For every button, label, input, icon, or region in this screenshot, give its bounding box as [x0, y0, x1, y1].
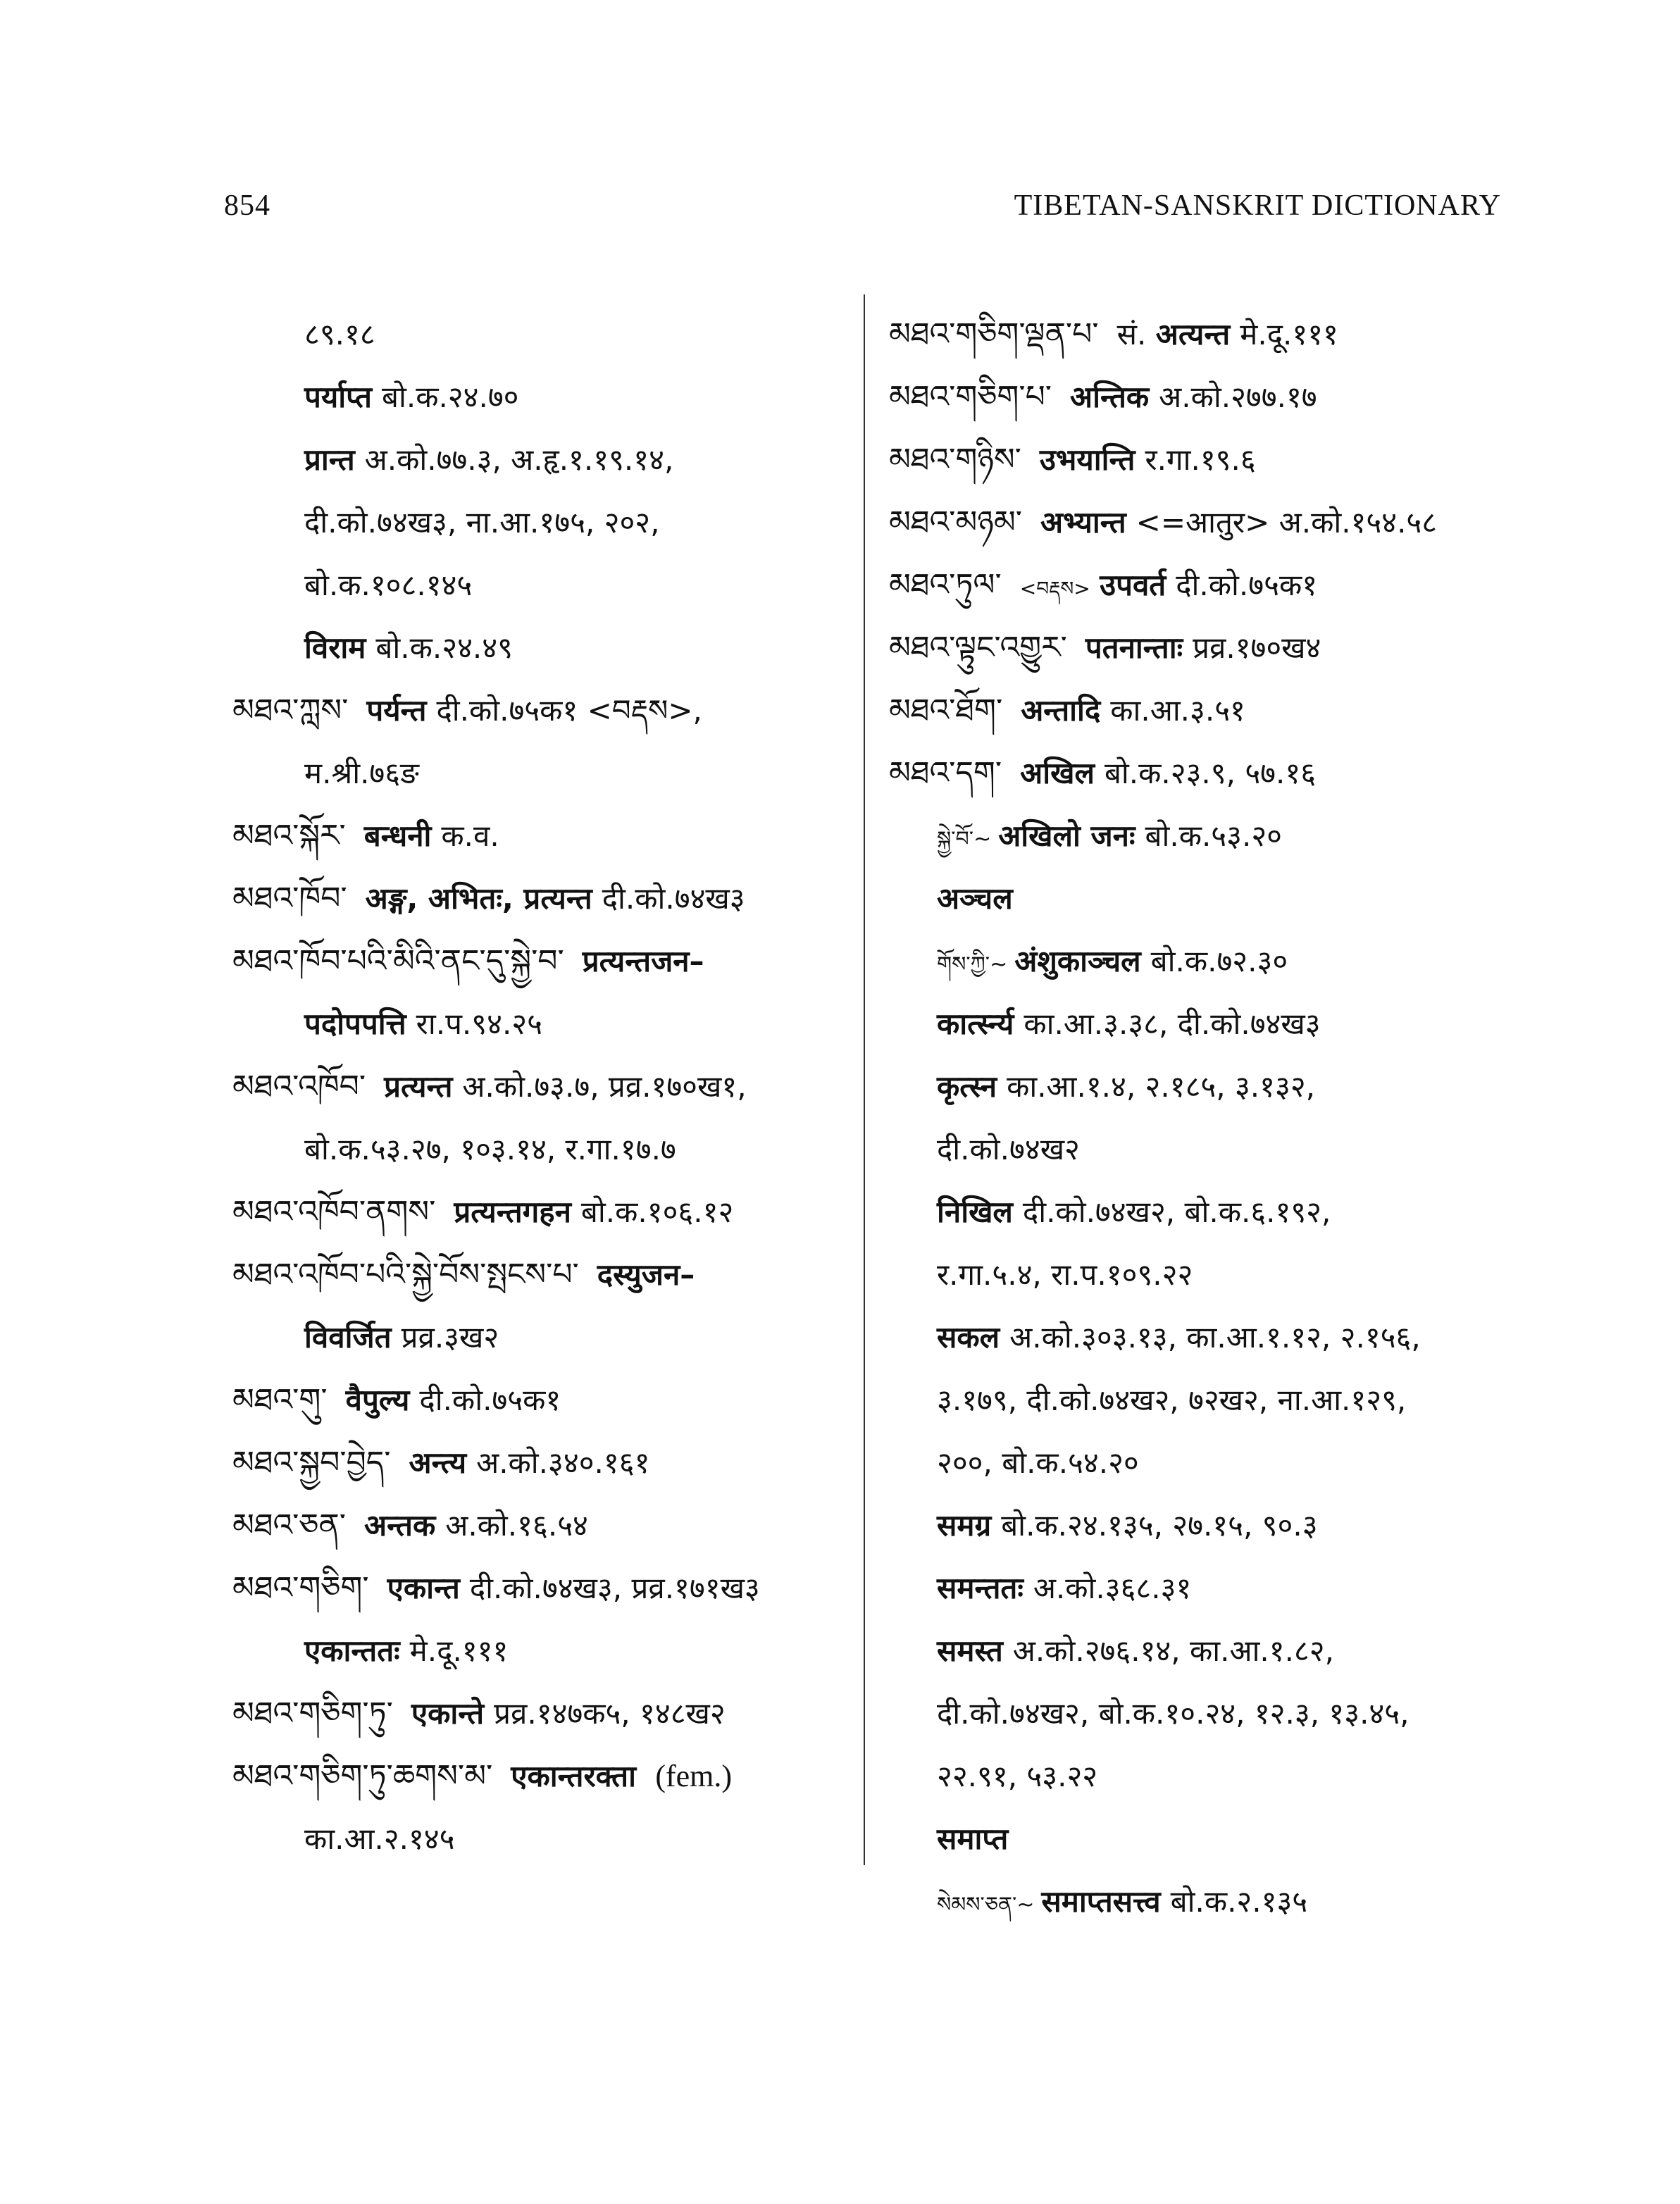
sanskrit-equivalent: विराम [304, 630, 366, 665]
entry-line [889, 1369, 1509, 1431]
sanskrit-equivalent: समस्त [937, 1633, 1003, 1668]
entry-line [232, 1619, 852, 1682]
entry-line [889, 491, 1509, 554]
entry-line [889, 867, 1509, 930]
reference: का.आ.३.३८, दी.को.७४ख३ [1023, 1007, 1321, 1041]
sanskrit-equivalent: पतनान्ताः [1085, 630, 1183, 665]
reference: प्रव्र.१७०ख४ [1193, 630, 1321, 665]
reference: अ.को.२७७.१७ [1159, 380, 1317, 414]
reference: २००, बो.क.५४.२० [937, 1445, 1139, 1480]
entry-line [889, 303, 1509, 366]
source-tag: <བརྡས> [1019, 577, 1090, 600]
sanskrit-equivalent: समग्र [937, 1508, 992, 1543]
entry-line [889, 554, 1509, 616]
entry-line [232, 679, 852, 742]
tibetan-headword: མཐའ་གཅིག་ཏུ་ [232, 1695, 393, 1731]
entry-line [232, 742, 852, 804]
sanskrit-equivalent: अन्तक [364, 1508, 436, 1543]
reference: रा.प.९४.२५ [416, 1007, 542, 1041]
entry-line [232, 1807, 852, 1870]
entry-line [889, 1494, 1509, 1557]
entry-line [232, 992, 852, 1055]
reference: अ.को.३६८.३१ [1033, 1571, 1192, 1605]
tibetan-headword: མཐའ་ཐོག་ [889, 692, 1003, 728]
reference: अ.को.१६.५४ [445, 1508, 588, 1543]
entry-line [232, 1369, 852, 1431]
tibetan-headword: མཐའ་གཅིག་པ་ [889, 379, 1052, 415]
gender-note: (fem.) [655, 1759, 733, 1793]
entry-line [889, 804, 1509, 867]
reference: सं. [1116, 317, 1147, 351]
sanskrit-equivalent: अन्त्य [409, 1445, 467, 1480]
reference: बो.क.१०८.१४५ [304, 568, 473, 602]
sanskrit-equivalent: प्रत्यन्तगहन [454, 1195, 571, 1229]
entry-line [232, 1118, 852, 1181]
reference: बो.क.२.१३५ [1170, 1884, 1308, 1919]
reference: ८९.१८ [304, 317, 375, 351]
sanskrit-equivalent: अखिलो जनः [998, 818, 1135, 853]
sanskrit-equivalent: प्रत्यन्तजन– [582, 944, 704, 978]
reference: दी.को.७५क१ <བརྡས>, [436, 693, 702, 728]
entry-line [232, 804, 852, 867]
entry-line [889, 1682, 1509, 1745]
tibetan-headword: མཐའ་སྐོར་ [232, 818, 346, 854]
entry-line [889, 1870, 1509, 1933]
entry-line [232, 1431, 852, 1494]
reference: दी.को.७४ख२, बो.क.६.१९२, [1022, 1195, 1331, 1229]
entry-line [889, 679, 1509, 742]
sanskrit-equivalent: एकान्ततः [304, 1633, 400, 1668]
sanskrit-equivalent: पदोपपत्ति [304, 1007, 406, 1041]
reference: दी.को.७४ख२, बो.क.१०.२४, १२.३, १३.४५, [937, 1696, 1410, 1731]
entry-line [232, 1243, 852, 1306]
entry-line [232, 616, 852, 679]
entry-line [232, 554, 852, 616]
entry-line [232, 1682, 852, 1745]
sanskrit-equivalent: अंशुकाञ्चल [1014, 944, 1141, 978]
reference: अ.को.२७६.१४, का.आ.१.८२, [1012, 1633, 1334, 1668]
reference: बो.क.२४.१३५, २७.१५, ९०.३ [1001, 1508, 1318, 1543]
entry-line [889, 1807, 1509, 1870]
reference: ३.१७९, दी.को.७४ख२, ७२ख२, ना.आ.१२९, [937, 1383, 1407, 1417]
entry-line [232, 1306, 852, 1369]
sanskrit-equivalent: समाप्त [937, 1822, 1009, 1856]
entry-line [232, 491, 852, 554]
reference: बो.क.२३.९, ५७.१६ [1104, 756, 1317, 790]
tibetan-headword: མཐའ་འཁོབ་ནགས་ [232, 1194, 436, 1230]
sanskrit-equivalent: समाप्तसत्त्व [1041, 1884, 1161, 1919]
reference: बो.क.७२.३० [1150, 944, 1288, 978]
entry-line [889, 992, 1509, 1055]
sanskrit-equivalent: कृत्स्न [937, 1069, 997, 1104]
entry-line [232, 303, 852, 366]
tibetan-headword: མཐའ་དག་ [889, 755, 1002, 791]
sanskrit-equivalent: कार्त्स्न्य [937, 1007, 1014, 1041]
tibetan-headword: མཐའ་གུ་ [232, 1382, 328, 1418]
entry-line [889, 1118, 1509, 1181]
reference: प्रव्र.३ख२ [401, 1320, 499, 1355]
tibetan-headword: མཐའ་ལྟུང་འགྱུར་ [889, 630, 1067, 666]
sanskrit-equivalent: अञ्चल [937, 881, 1013, 916]
reference: दी.को.७४ख२ [937, 1132, 1080, 1166]
entry-line [889, 1619, 1509, 1682]
entry-line [232, 1494, 852, 1557]
reference: <=आतुर> अ.को.१५४.५८ [1135, 505, 1438, 540]
entry-line [889, 366, 1509, 428]
sanskrit-equivalent: प्रत्यन्त [384, 1069, 453, 1104]
tibetan-headword: མཐའ་སྐྱབ་བྱེད་ [232, 1445, 391, 1481]
entry-line [889, 1745, 1509, 1807]
reference: दी.को.७५क१ [419, 1383, 561, 1417]
sanskrit-equivalent: एकान्ते [411, 1696, 485, 1731]
reference: का.आ.३.५१ [1110, 693, 1245, 728]
sanskrit-equivalent: अभ्यान्त [1040, 505, 1126, 540]
reference: का.आ.२.१४५ [304, 1822, 455, 1856]
entry-line [889, 1557, 1509, 1619]
entry-line [232, 1745, 852, 1807]
sanskrit-equivalent: अन्तादि [1021, 693, 1101, 728]
reference: दी.को.७५क१ [1176, 568, 1318, 602]
entry-line [889, 616, 1509, 679]
entry-line [889, 1431, 1509, 1494]
left-column [232, 303, 852, 1870]
entry-line [232, 1055, 852, 1118]
sanskrit-equivalent: सकल [937, 1320, 1000, 1355]
tibetan-headword: མཐའ་ཅན་ [232, 1507, 346, 1543]
sanskrit-equivalent: अखिल [1020, 756, 1095, 790]
sanskrit-equivalent: वैपुल्य [345, 1383, 410, 1417]
reference: अ.को.७७.३, अ.हृ.१.१९.१४, [364, 442, 674, 477]
entry-line [889, 1243, 1509, 1306]
tibetan-headword: མཐའ་ཏུལ་ [889, 567, 1002, 603]
reference: बो.क.५३.२० [1145, 818, 1283, 853]
tibetan-headword: མཐའ་གཉིས་ [889, 442, 1021, 478]
tibetan-headword: མཐའ་ཁོབ་པའི་མིའི་ནང་དུ་སྐྱེ་བ་ [232, 943, 564, 979]
tibetan-headword: མཐའ་ཀླས་ [232, 692, 349, 728]
sanskrit-equivalent: एकान्त [387, 1571, 460, 1605]
reference: दी.को.७४ख३ [602, 881, 745, 916]
entry-line [889, 1181, 1509, 1243]
reference: बो.क.२४.७० [381, 380, 519, 414]
entry-line [232, 1181, 852, 1243]
sanskrit-equivalent: अत्यन्त [1155, 317, 1231, 351]
entry-line [889, 428, 1509, 491]
tibetan-headword: མཐའ་གཅིག་ཏུ་ཆགས་མ་ [232, 1758, 493, 1794]
reference: मे.दू.१११ [409, 1633, 509, 1668]
sanskrit-equivalent: समन्ततः [937, 1571, 1023, 1605]
right-column [889, 303, 1509, 1933]
column-divider [864, 294, 865, 1865]
sanskrit-equivalent: पर्याप्त [304, 380, 372, 414]
tibetan-headword: མཐའ་གཅིག་ལྡན་པ་ [889, 316, 1099, 352]
tibetan-headword: མཐའ་ཁོབ་ [232, 880, 347, 916]
reference: अ.को.३४०.१६१ [476, 1445, 650, 1480]
sanskrit-equivalent: दस्युजन– [597, 1257, 695, 1292]
entry-line [232, 1557, 852, 1619]
tibetan-subentry: སེམས་ཅན་~ [937, 1893, 1035, 1917]
page-number: 854 [224, 189, 270, 222]
reference: मे.दू.१११ [1240, 317, 1338, 351]
entry-line [889, 1306, 1509, 1369]
reference: अ.को.७३.७, प्रव्र.१७०ख१, [462, 1069, 747, 1104]
sanskrit-equivalent: प्रान्त [304, 442, 355, 477]
reference: बो.क.१०६.१२ [580, 1195, 734, 1229]
running-head: TIBETAN-SANSKRIT DICTIONARY [1014, 189, 1501, 222]
sanskrit-equivalent: विवर्जित [304, 1320, 392, 1355]
entry-line [232, 366, 852, 428]
reference: दी.को.७४ख३, प्रव्र.१७१ख३ [469, 1571, 760, 1605]
reference: म.श्री.७६ङ [304, 756, 419, 790]
tibetan-headword: མཐའ་གཅིག་ [232, 1570, 369, 1606]
sanskrit-equivalent: बन्धनी [363, 818, 432, 853]
reference: बो.क.५३.२७, १०३.१४, र.गा.१७.७ [304, 1132, 676, 1166]
reference: दी.को.७४ख३, ना.आ.१७५, २०२, [304, 505, 660, 540]
tibetan-headword: མཐའ་མཉམ་ [889, 504, 1022, 540]
reference: क.व. [441, 818, 499, 853]
reference: अ.को.३०३.१३, का.आ.१.१२, २.१५६, [1009, 1320, 1421, 1355]
reference: बो.क.२४.४९ [375, 630, 513, 665]
reference: र.गा.५.४, रा.प.१०९.२२ [937, 1257, 1193, 1292]
sanskrit-equivalent: उपवर्त [1100, 568, 1166, 602]
entry-line [232, 867, 852, 930]
reference: प्रव्र.१४७क५, १४८ख२ [494, 1696, 726, 1731]
tibetan-headword: མཐའ་འཁོབ་པའི་སྐྱེ་བོས་སྤངས་པ་ [232, 1257, 579, 1293]
reference: २२.९१, ५३.२२ [937, 1759, 1098, 1793]
entry-line [889, 930, 1509, 992]
tibetan-headword: མཐའ་འཁོབ་ [232, 1069, 366, 1104]
reference: का.आ.१.४, २.१८५, ३.१३२, [1007, 1069, 1316, 1104]
sanskrit-equivalent: उभयान्ति [1039, 442, 1135, 477]
entry-line [889, 1055, 1509, 1118]
entry-line [232, 428, 852, 491]
reference: र.गा.१९.६ [1145, 442, 1256, 477]
sanskrit-equivalent: एकान्तरक्ता [511, 1759, 636, 1793]
tibetan-subentry: སྐྱེ་བོ་~ [937, 827, 992, 852]
entry-line [889, 742, 1509, 804]
sanskrit-equivalent: निखिल [937, 1195, 1013, 1229]
sanskrit-equivalent: अङ्ग, अभितः, प्रत्यन्त [365, 881, 592, 916]
sanskrit-equivalent: अन्तिक [1070, 380, 1150, 414]
sanskrit-equivalent: पर्यन्त [366, 693, 427, 728]
tibetan-subentry: གོས་ཀྱི་~ [937, 952, 1008, 977]
entry-line [232, 930, 852, 992]
